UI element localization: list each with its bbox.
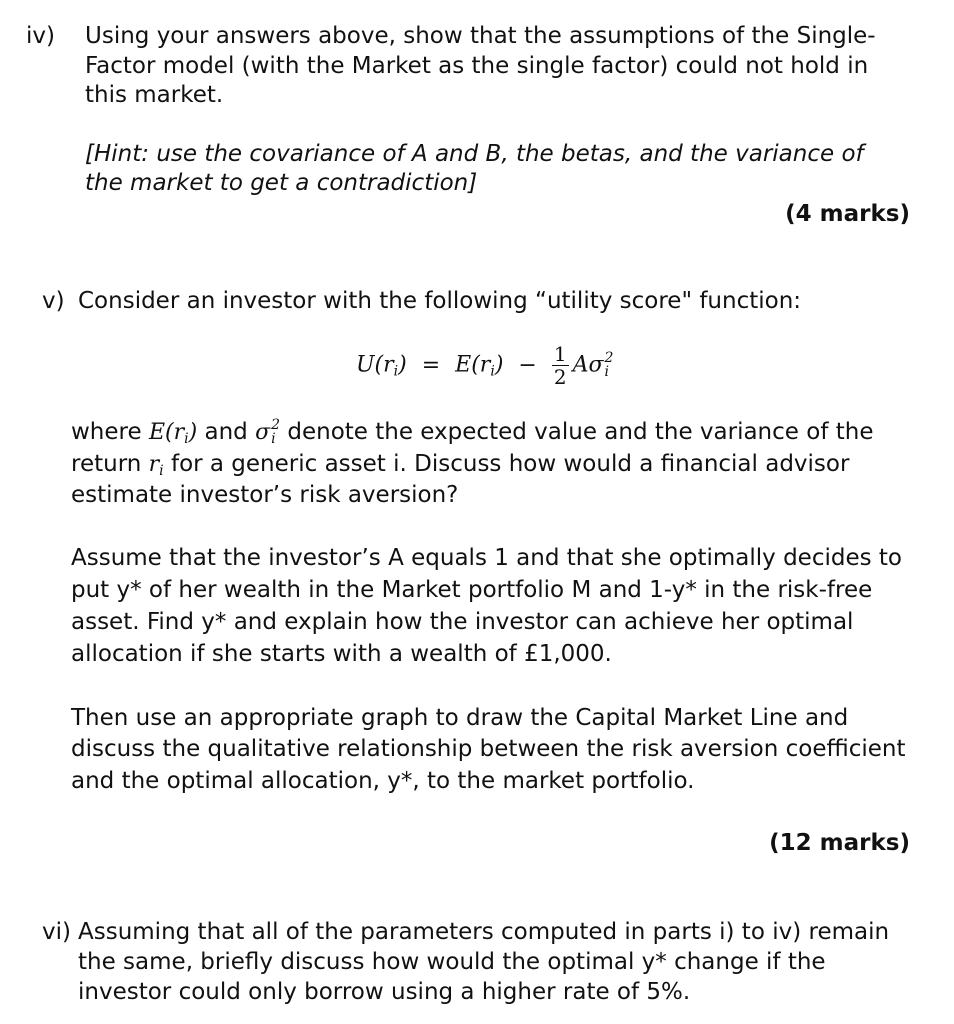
sigma-subscript: i: [604, 363, 609, 380]
variance-superscript: 2: [271, 417, 281, 433]
question-text-line: Using your answers above, show that the assumptions of the Single-: [85, 23, 876, 49]
paragraph-line: asset. Find y* and explain how the investor can achieve her optimal: [71, 609, 854, 635]
formula-lhs: U(r: [356, 352, 394, 378]
question-number: vi): [42, 919, 71, 945]
word-where: where: [71, 419, 142, 445]
hint-line: [Hint: use the covariance of A and B, the betas, and the variance of: [85, 141, 864, 167]
fraction-numerator: 1: [553, 342, 567, 366]
question-intro: Consider an investor with the following “utility score" function:: [78, 288, 802, 314]
formula-expectation: E(r: [455, 352, 491, 378]
formula-expectation-close: ): [494, 352, 504, 378]
inline-return-symbol: [149, 452, 164, 477]
paragraph-text: for a generic asset i. Discuss how would a financial advisor: [170, 451, 850, 477]
paragraph-line: Then use an appropriate graph to draw the Capital Market Line and: [71, 705, 849, 731]
expectation-text: E(r: [148, 420, 185, 445]
utility-formula: [356, 344, 613, 387]
question-number: iv): [26, 23, 55, 49]
formula-risk-aversion: A: [572, 352, 589, 378]
formula-expectation-subscript: i: [490, 363, 495, 380]
marks-label: (4 marks): [785, 201, 910, 227]
inline-expectation: [149, 420, 197, 445]
expectation-close: ): [188, 420, 198, 445]
paragraph-line: discuss the qualitative relationship between the risk aversion coefficient: [71, 736, 906, 762]
formula-equals: =: [421, 352, 441, 378]
paragraph-line: Assume that the investor’s A equals 1 and that she optimally decides to: [71, 545, 902, 571]
question-text-line: Assuming that all of the parameters computed in parts i) to iv) remain: [78, 919, 890, 945]
return-symbol: r: [148, 452, 160, 477]
formula-lhs-close: ): [398, 352, 407, 378]
question-text-line: Factor model (with the Market as the single factor) could not hold in: [85, 53, 869, 79]
word-and: and: [204, 419, 248, 445]
fraction-denominator: 2: [553, 365, 567, 389]
return-subscript: i: [159, 463, 164, 479]
paragraph-text: denote the expected value and the variance of the: [287, 419, 874, 445]
variance-sigma: σ: [255, 420, 271, 445]
question-text-line: investor could only borrow using a higher rate of 5%.: [78, 979, 691, 1005]
word-return: return: [71, 451, 142, 477]
question-number: v): [42, 288, 65, 314]
formula-sigma-scripts: [605, 351, 614, 379]
question-text-line: this market.: [85, 82, 224, 108]
paragraph-line: and the optimal allocation, y*, to the market portfolio.: [71, 768, 695, 794]
marks-label: (12 marks): [769, 830, 910, 856]
formula-sigma: σ: [588, 352, 604, 378]
paragraph-line: estimate investor’s risk aversion?: [71, 482, 459, 508]
hint-line: the market to get a contradiction]: [85, 170, 478, 196]
paragraph-line: put y* of her wealth in the Market portfolio M and 1-y* in the risk-free: [71, 577, 873, 603]
question-text-line: the same, briefly discuss how would the optimal y* change if the: [78, 949, 826, 975]
paragraph-line: allocation if she starts with a wealth of £1,000.: [71, 641, 612, 667]
expectation-subscript: i: [184, 431, 189, 447]
variance-scripts: [271, 418, 280, 446]
formula-fraction: [552, 344, 569, 387]
inline-variance: [255, 417, 281, 447]
variance-subscript: i: [271, 431, 276, 447]
formula-lhs-subscript: i: [393, 363, 399, 380]
formula-minus: −: [518, 352, 537, 378]
sigma-superscript: 2: [604, 349, 614, 366]
